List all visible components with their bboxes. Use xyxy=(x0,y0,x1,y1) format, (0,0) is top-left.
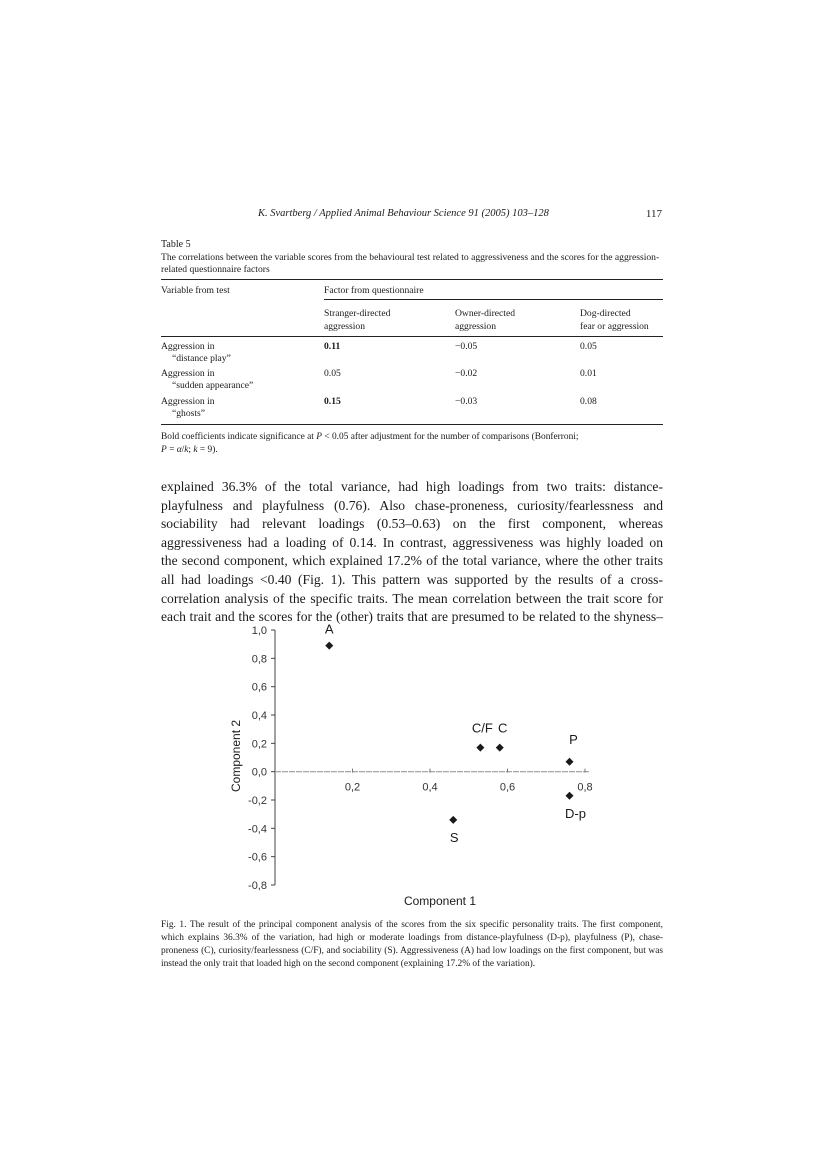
data-point-label: C xyxy=(498,720,508,736)
body-line: explained 36.3% of the total variance, had high loadings from two traits: distance- xyxy=(161,479,663,494)
table-row-1-value-1: 0.11 xyxy=(324,341,341,352)
table-row-2-value-1: 0.05 xyxy=(324,368,341,379)
y-tick-label: -0,8 xyxy=(248,880,267,892)
body-line: aggressiveness had a loading of 0.14. In contrast, aggressiveness was highly loaded on xyxy=(161,534,663,550)
table-row-1-label1: Aggression in xyxy=(161,341,215,352)
figure-caption: Fig. 1. The result of the principal component analysis of the scores from the six specific personality traits. The first component, which explains 36.3% of the variation, had high or moderate loadings from distance-playfulness (D-p), playfulness (P), chase-proneness (C), curiosity/fearlessness (C/F), and sociability (S). Aggressiveness (A) had low loadings on the first component, but was instead the only trait that loaded high on the second component (explaining 17.2% of the variation). xyxy=(161,920,663,969)
x-tick-label: 0,2 xyxy=(344,781,361,794)
data-point-label: S xyxy=(449,829,459,845)
body-line: each trait and the scores for the (other) traits that are presumed to be related to the shyness– xyxy=(161,609,663,625)
y-axis-label: Component 2 xyxy=(229,719,243,793)
y-tick-label: -0,2 xyxy=(248,795,267,807)
table-row-2-label2: “sudden appearance” xyxy=(172,380,254,391)
body-line: playfulness and playfulness (0.76). Also chase-proneness, curiosity/fearlessness and xyxy=(161,497,663,513)
factor-col-3-line2: fear or aggression xyxy=(580,321,649,332)
table-row-1-label2: “distance play” xyxy=(172,353,231,364)
data-point-marker xyxy=(496,744,504,752)
body-line: correlation analysis of the specific traits. The mean correlation between the trait score for xyxy=(161,590,663,606)
table-footnote-line-2: P = α/k; k = 9). xyxy=(161,445,218,455)
body-line: the second component, which explained 17.2% of the total variance, where the other traits xyxy=(161,553,663,569)
table-row-3-label1: Aggression in xyxy=(161,396,215,407)
data-point-label: P xyxy=(569,731,578,747)
table-header-rule xyxy=(161,336,663,337)
running-header xyxy=(150,208,662,224)
table-factor-rule xyxy=(324,299,663,300)
data-points xyxy=(325,622,586,845)
table-top-rule xyxy=(161,279,663,280)
x-tick-label: 0,8 xyxy=(577,781,593,794)
data-point-label: C/F xyxy=(471,720,493,736)
x-tick-label: 0,4 xyxy=(422,781,438,794)
y-tick-label: 0,0 xyxy=(251,766,267,779)
table-row-3-value-3: 0.08 xyxy=(580,396,597,407)
table-bottom-rule xyxy=(161,424,663,425)
factor-col-2-line2: aggression xyxy=(455,321,497,332)
table-row-2-label1: Aggression in xyxy=(161,368,215,379)
table-row-3-label2: “ghosts” xyxy=(172,408,206,419)
table-footnote-line-1: Bold coefficients indicate significance at P < 0.05 after adjustment for the number of comparisons (Bonferroni; xyxy=(161,432,579,442)
y-tick-label: -0,4 xyxy=(248,823,267,836)
table-footnote xyxy=(161,431,663,457)
body-line: sociability had relevant loadings (0.53–0.63) on the first component, whereas xyxy=(161,516,663,532)
data-point-marker xyxy=(566,758,574,766)
data-point-marker xyxy=(325,642,333,650)
y-tick-label: 0,8 xyxy=(251,653,267,666)
y-tick-label: 0,4 xyxy=(251,710,267,722)
col-header-factor: Factor from questionnaire xyxy=(324,285,424,296)
data-point-marker xyxy=(566,792,574,800)
x-tick-label: 0,6 xyxy=(499,781,516,794)
col-header-variable: Variable from test xyxy=(161,285,230,296)
body-line: all had loadings <0.40 (Fig. 1). This pattern was supported by the results of a cross- xyxy=(161,571,663,587)
y-tick-label: 0,6 xyxy=(251,681,267,694)
table-row-2-value-2: −0.02 xyxy=(455,368,478,379)
table-row-1-value-3: 0.05 xyxy=(580,341,597,352)
data-point-marker xyxy=(449,816,457,824)
data-point-marker xyxy=(476,744,484,752)
y-tick-label: -0,6 xyxy=(248,851,267,864)
page-number: 117 xyxy=(645,208,662,220)
factor-col-1-line1: Stranger-directed xyxy=(324,308,391,319)
y-tick-label: 1,0 xyxy=(251,625,267,637)
table-row-3-value-1: 0.15 xyxy=(324,396,341,407)
factor-col-3-line1: Dog-directed xyxy=(580,308,631,319)
body-paragraph xyxy=(161,478,663,627)
table-caption: The correlations between the variable scores from the behavioural test related to aggressiveness and the scores for the aggression-related questionnaire factors xyxy=(161,252,660,275)
factor-col-1-line2: aggression xyxy=(324,321,366,332)
table-row-3-value-2: −0.03 xyxy=(455,396,478,407)
table-label: Table 5 xyxy=(161,239,191,250)
table-row-1-value-2: −0.05 xyxy=(455,341,478,352)
x-axis-label: Component 1 xyxy=(403,894,477,908)
x-axis xyxy=(275,769,593,794)
data-point-label: A xyxy=(324,621,334,637)
factor-col-2-line1: Owner-directed xyxy=(455,308,516,319)
data-point-label: D-p xyxy=(565,805,586,821)
journal-citation: K. Svartberg / Applied Animal Behaviour Science 91 (2005) 103–128 xyxy=(258,208,549,219)
y-tick-label: 0,2 xyxy=(251,738,267,751)
y-axis xyxy=(248,625,275,892)
table-row-2-value-3: 0.01 xyxy=(580,368,597,379)
